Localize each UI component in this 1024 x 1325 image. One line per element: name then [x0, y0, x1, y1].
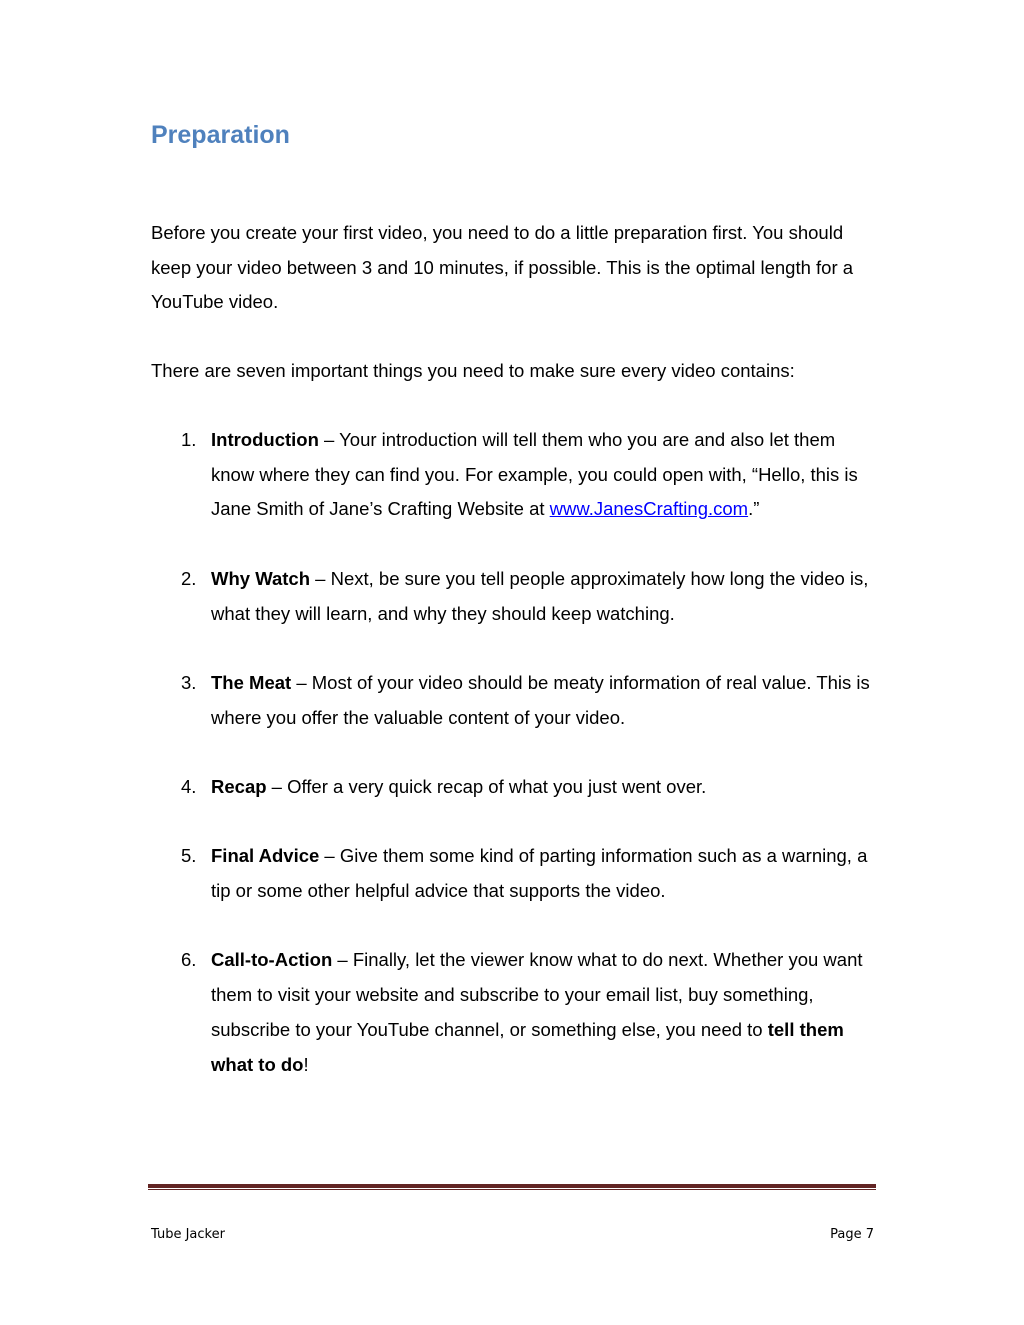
step-number: 4. — [181, 775, 197, 797]
page-title: Preparation — [151, 121, 290, 149]
list-item — [151, 943, 881, 1082]
steps-list — [151, 423, 881, 1117]
footer-document-title: Tube Jacker — [151, 1227, 225, 1242]
lead-paragraph: There are seven important things you need to make sure every video contains: — [151, 360, 795, 381]
step-title: Why Watch — [211, 567, 311, 589]
step-text-end: ! — [303, 1053, 309, 1075]
step-number: 1. — [181, 429, 197, 450]
website-link[interactable]: www.JanesCrafting.com — [549, 498, 749, 520]
step-title: Introduction — [211, 429, 319, 450]
step-text: – Finally, let the viewer know what to do next. Whether you want them to visit your website and subscribe to your email list, buy something, subscribe to your YouTube channel, or something else, you need to — [211, 949, 863, 1040]
step-title: Final Advice — [211, 845, 320, 867]
step-title: The Meat — [211, 671, 292, 693]
list-item — [151, 770, 881, 805]
intro-paragraph: Before you create your first video, you need to do a little preparation first. You should keep your video between 3 and 10 minutes, if possible. This is the optimal length for a YouTube video. — [151, 222, 854, 313]
footer-divider — [148, 1184, 876, 1191]
step-text: – Give them some kind of parting information such as a warning, a tip or some other helpful advice that supports the video. — [211, 845, 868, 902]
list-item — [151, 839, 881, 908]
step-title: Recap — [211, 775, 267, 797]
list-item — [151, 666, 881, 735]
step-title: Call-to-Action — [211, 949, 333, 971]
step-text: – Next, be sure you tell people approximately how long the video is, what they will learn, and why they should keep watching. — [211, 567, 869, 624]
list-item — [151, 423, 881, 527]
footer-page-number: Page 7 — [830, 1227, 874, 1242]
step-number: 2. — [181, 567, 197, 589]
step-text-end: .” — [748, 498, 760, 520]
step-text: – Most of your video should be meaty information of real value. This is where you offer the valuable content of your video. — [211, 671, 870, 728]
step-number: 3. — [181, 671, 197, 693]
step-emphasis: tell them what to do — [211, 1018, 844, 1075]
step-number: 6. — [181, 949, 197, 971]
list-item — [151, 562, 881, 631]
footer-divider-thick-line — [148, 1184, 876, 1188]
step-text: – Offer a very quick recap of what you just went over. — [266, 775, 707, 797]
footer-divider-thin-line — [148, 1189, 876, 1190]
step-number: 5. — [181, 845, 197, 867]
step-text: – Your introduction will tell them who you are and also let them know where they can find you. For example, you could open with, “Hello, this is Jane Smith of Jane’s Crafting Website at — [211, 429, 858, 520]
